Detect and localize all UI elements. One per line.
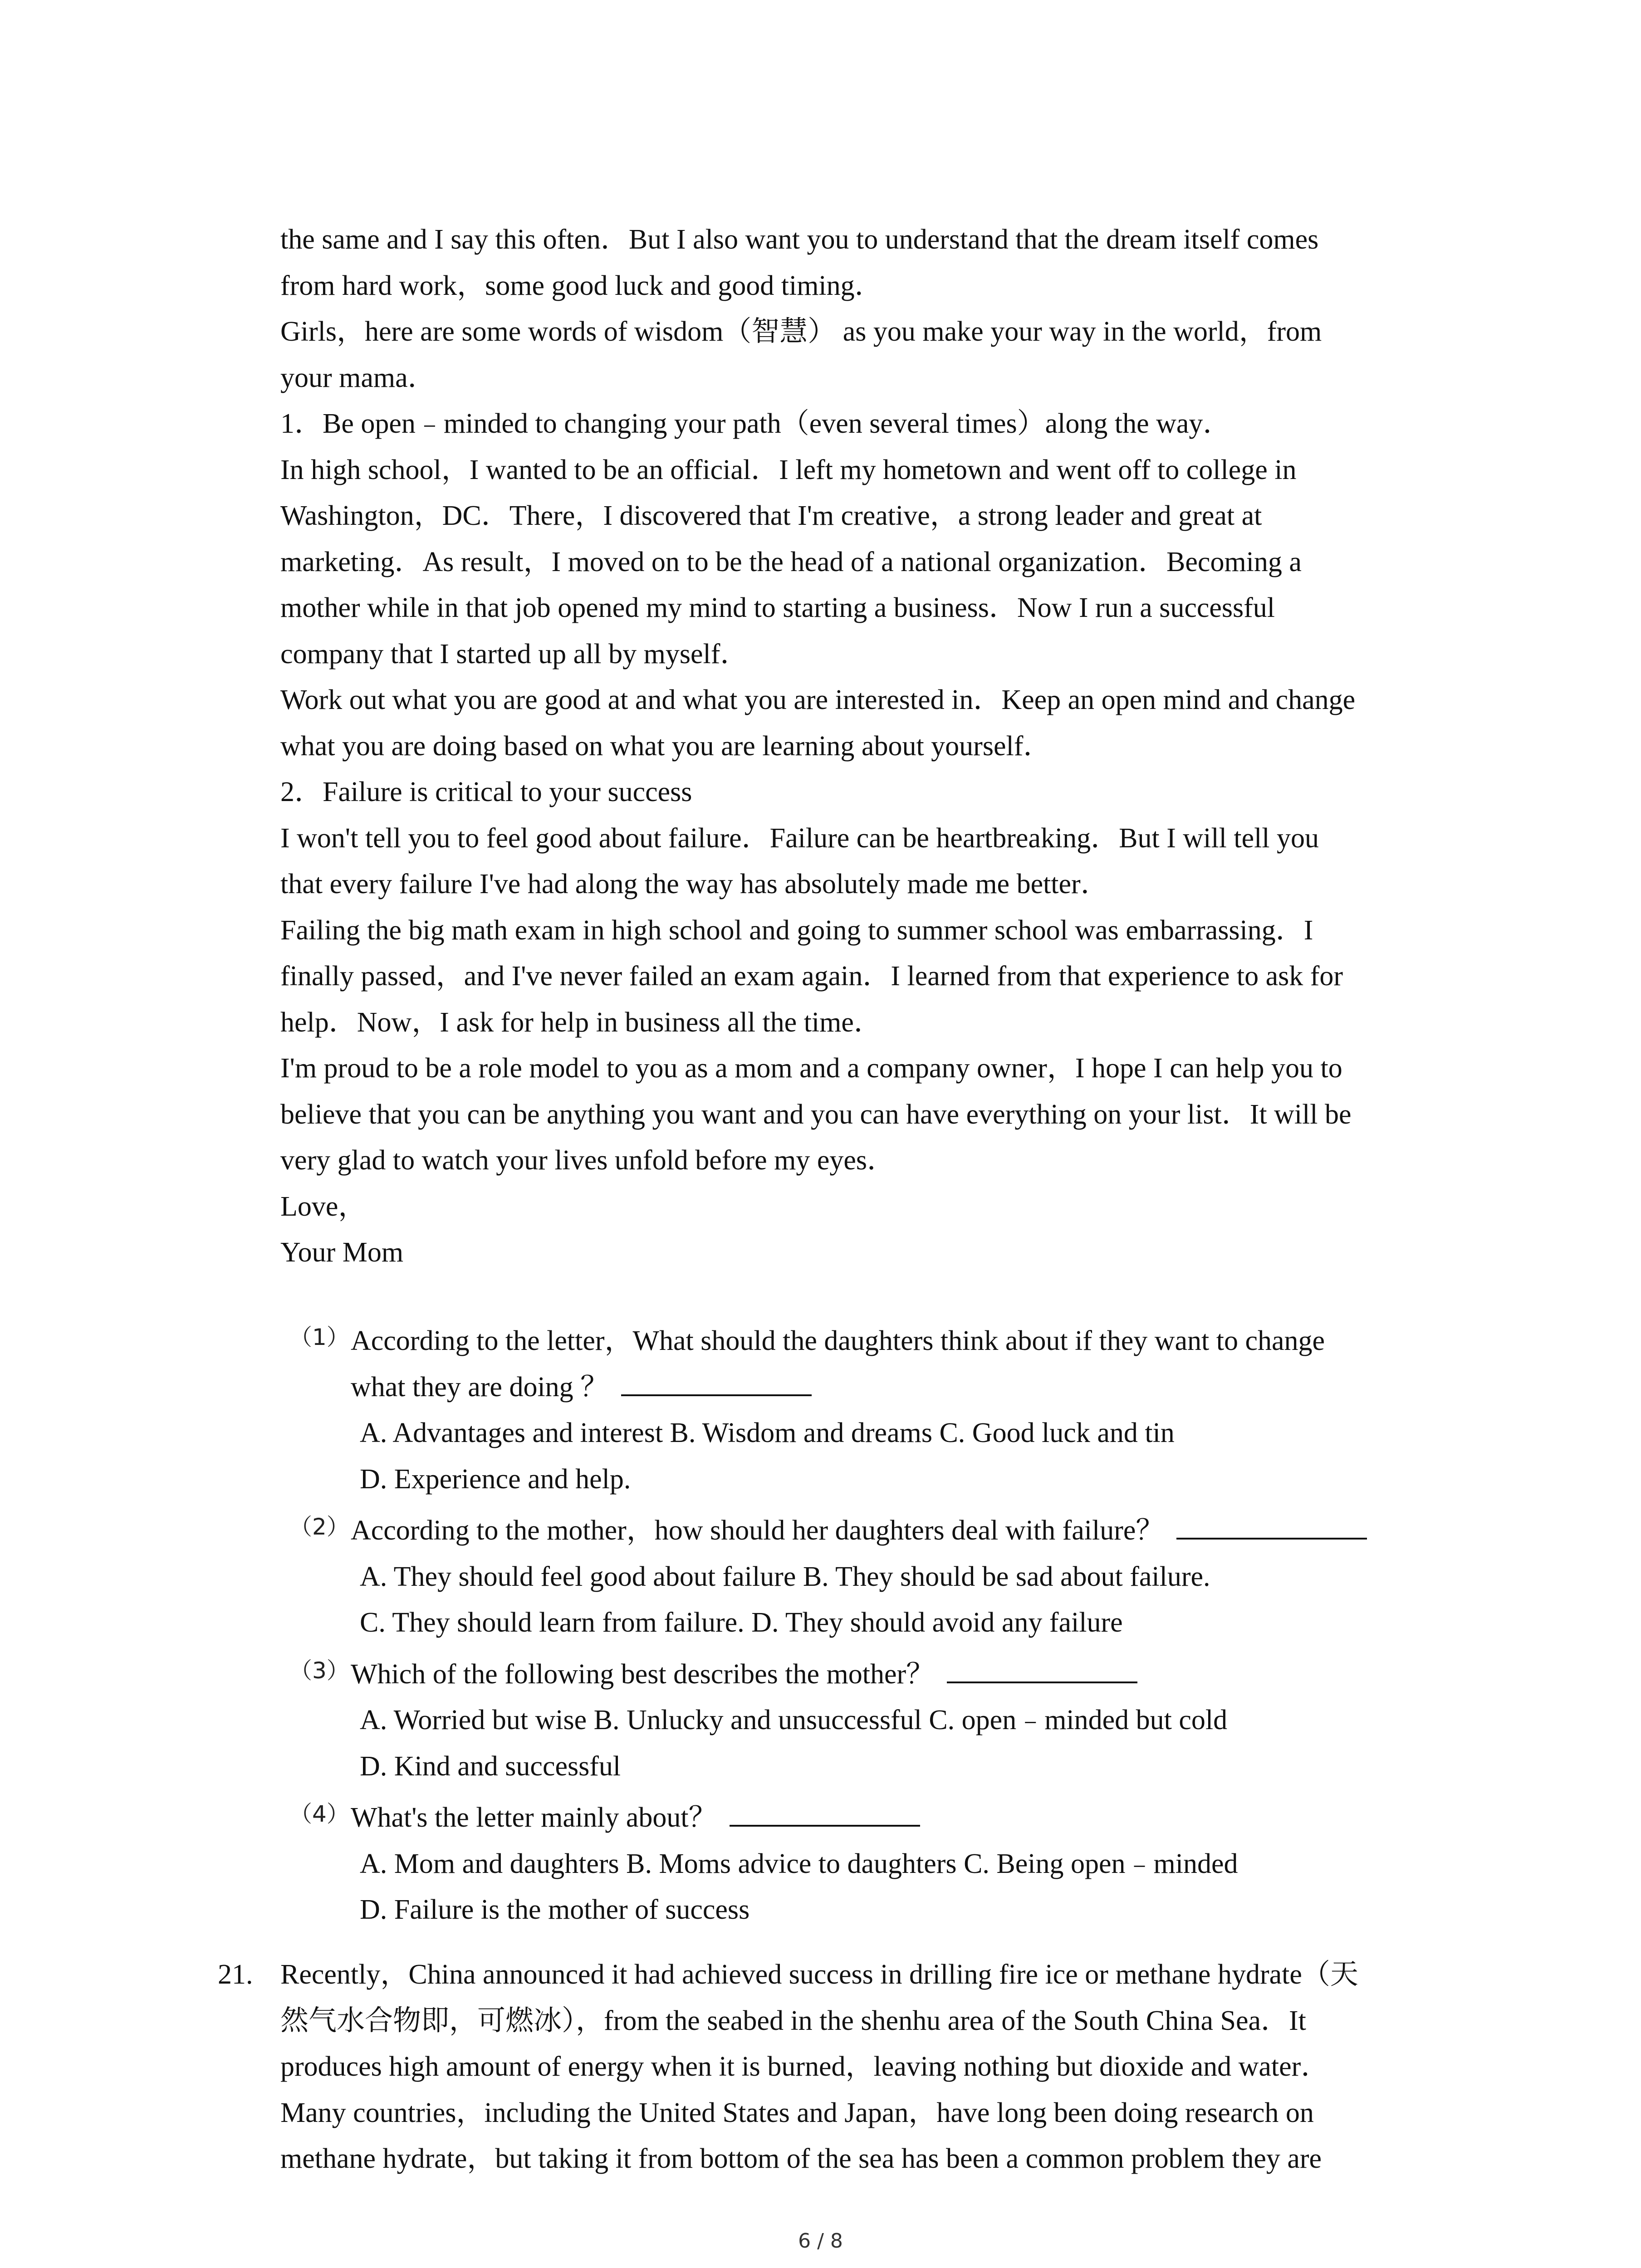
passage-line: that every failure I've had along the way has absolutely made me better． — [280, 869, 1109, 899]
answer-blank[interactable] — [621, 1367, 812, 1396]
letter-closing: Love， — [280, 1191, 367, 1222]
question-stem: According to the letter，What should the daughters think about if they want to change — [351, 1325, 1325, 1356]
passage-line: produces high amount of energy when it is burned，leaving nothing but dioxide and water． — [280, 2051, 1329, 2082]
question-stem: Which of the following best describes the mother？ — [351, 1652, 1505, 1698]
passage-line: 然气水合物即，可燃冰），from the seabed in the shenhu area of the South China Sea．It — [280, 2005, 1306, 2036]
passage-line: the same and I say this often．But I also want you to understand that the dream itself comes — [280, 224, 1319, 255]
option-line: A. Advantages and interest B. Wisdom and dreams C. Good luck and tin — [360, 1418, 1175, 1448]
passage-line: mother while in that job opened my mind to starting a business．Now I run a successful — [280, 592, 1275, 623]
question-number: （4） — [289, 1801, 349, 1827]
passage-line: help．Now，I ask for help in business all the time． — [280, 1007, 882, 1038]
question-options — [351, 1697, 1505, 1789]
answer-blank[interactable] — [730, 1798, 920, 1827]
passage-line: Many countries，including the United States and Japan，have long been doing research on — [280, 2097, 1314, 2128]
item-number: 21. — [218, 1959, 253, 1990]
item-21-passage — [280, 1952, 1505, 2182]
answer-blank[interactable] — [1176, 1510, 1367, 1540]
passage-line: what you are doing based on what you are learning about yourself． — [280, 730, 1052, 762]
passage-heading-1: 1．Be open﹣minded to changing your path（even several times）along the way． — [280, 408, 1231, 439]
question-list — [280, 1318, 1505, 1933]
passage-line: from hard work，some good luck and good timing． — [280, 270, 883, 301]
option-line: A. Mom and daughters B. Moms advice to daughters C. Being open﹣minded — [360, 1848, 1238, 1879]
question-options — [351, 1410, 1505, 1502]
option-line: D. Experience and help. — [360, 1463, 631, 1495]
option-line: C. They should learn from failure. D. They should avoid any failure — [360, 1607, 1123, 1638]
passage-line: I'm proud to be a role model to you as a mom and a company owner，I hope I can help you to — [280, 1053, 1342, 1084]
passage-line: your mama． — [280, 362, 436, 393]
option-line: D. Kind and successful — [360, 1750, 621, 1782]
option-line: D. Failure is the mother of success — [360, 1894, 750, 1925]
question-options — [351, 1841, 1505, 1933]
option-line: A. They should feel good about failure B. They should be sad about failure. — [360, 1561, 1210, 1592]
question-stem: What's the letter mainly about？ — [351, 1795, 1505, 1841]
question-number: （2） — [289, 1514, 349, 1540]
option-line: A. Worried but wise B. Unlucky and unsuccessful C. open﹣minded but cold — [360, 1705, 1228, 1735]
passage-line: very glad to watch your lives unfold before my eyes． — [280, 1145, 896, 1176]
letter-signature: Your Mom — [280, 1237, 404, 1268]
passage-line: methane hydrate，but taking it from bottom of the sea has been a common problem they are — [280, 2143, 1322, 2174]
question-stem: what they are doing ？ — [351, 1364, 1505, 1411]
passage-heading-2: 2．Failure is critical to your success — [280, 777, 692, 807]
passage-line: Washington，DC．There，I discovered that I'm creative，a strong leader and great at — [280, 500, 1262, 531]
passage-line: marketing．As result，I moved on to be the head of a national organization．Becoming a — [280, 546, 1302, 577]
question-number: （3） — [289, 1657, 349, 1684]
passage-line: Work out what you are good at and what you are interested in．Keep an open mind and change — [280, 684, 1356, 715]
passage-line: Recently，China announced it had achieved success in drilling fire ice or methane hydrate（天 — [280, 1959, 1358, 1990]
question-4 — [280, 1795, 1505, 1933]
question-stem: According to the mother，how should her daughters deal with failure？ — [351, 1508, 1505, 1554]
passage-line: company that I started up all by myself． — [280, 638, 749, 670]
question-2 — [280, 1508, 1505, 1646]
passage-line: Failing the big math exam in high school and going to summer school was embarrassing．I — [280, 914, 1313, 946]
letter-passage — [280, 217, 1505, 1276]
passage-line: I won't tell you to feel good about failure．Failure can be heartbreaking．But I will tell you — [280, 822, 1319, 854]
passage-line: finally passed，and I've never failed an exam again．I learned from that experience to ask for — [280, 961, 1343, 992]
page-number: 6 / 8 — [798, 2229, 843, 2253]
passage-line: Girls，here are some words of wisdom（智慧） as you make your way in the world，from — [280, 316, 1322, 347]
answer-blank[interactable] — [947, 1654, 1137, 1683]
question-number: （1） — [289, 1324, 349, 1350]
question-3 — [280, 1652, 1505, 1790]
question-options — [351, 1554, 1505, 1646]
question-1 — [280, 1318, 1505, 1502]
passage-line: In high school，I wanted to be an official．I left my hometown and went off to college in — [280, 454, 1297, 485]
passage-line: believe that you can be anything you want and you can have everything on your list．It will be — [280, 1099, 1352, 1130]
